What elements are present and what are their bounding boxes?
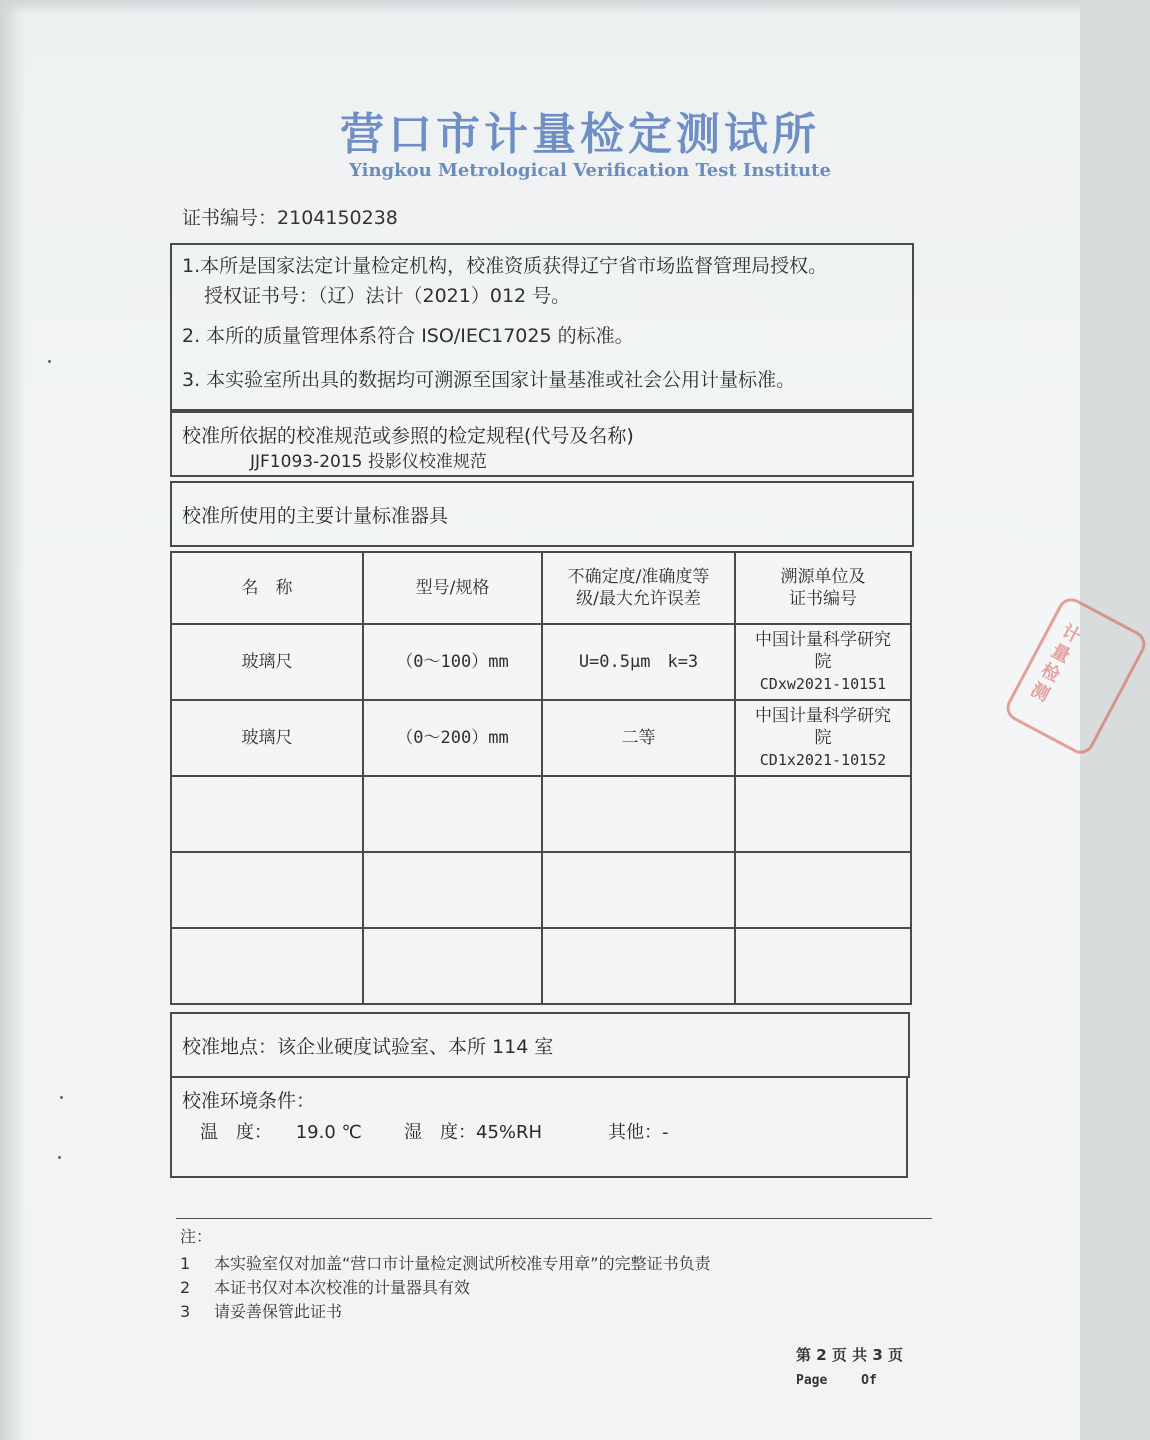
note-item [180,1275,711,1299]
environment-conditions [170,1076,908,1178]
humidity-label: 湿 度： [404,1122,476,1143]
standards-heading: 校准所使用的主要计量标准器具 [182,505,449,527]
seal-text: 计量检测 [1027,620,1084,707]
row1-model: （0～100）mm [363,624,542,700]
page-indicator-en: Page Of [796,1373,877,1388]
page-edge-shadow [0,0,26,1440]
scan-speck [48,360,51,363]
col-uncertainty [542,552,735,624]
empty-cell [363,852,542,928]
col-trace-line1: 溯源单位及 [780,567,866,587]
empty-cell [171,852,363,928]
row2-org-line2: 院 [814,728,832,748]
certificate-number-label: 证书编号： [182,207,278,229]
note-number: 3 [180,1302,191,1321]
empty-cell [542,852,735,928]
note-text: 请妥善保管此证书 [214,1302,343,1321]
col-model: 型号/规格 [363,552,542,624]
empty-cell [735,776,911,852]
seal-stamp [1002,593,1150,758]
row2-uncertainty: 二等 [542,700,735,776]
other-conditions [608,1118,669,1144]
note-number: 1 [180,1254,191,1273]
intro-statements [170,243,914,413]
notes-divider [176,1218,932,1219]
certificate-number-value: 2104150238 [277,207,398,229]
certificate-number [182,203,398,230]
empty-cell [735,928,911,1004]
institute-title: 营口市计量检定测试所 [340,109,820,160]
table-row-empty [171,928,911,1004]
temperature-value: 19.0 ℃ [295,1122,362,1143]
standards-heading-box [170,481,914,547]
calibration-location-text: 校准地点：该企业硬度试验室、本所 114 室 [182,1036,554,1058]
row2-cert: CD1x2021-10152 [759,751,887,769]
note-item [180,1299,711,1323]
col-trace-line2: 证书编号 [789,589,857,609]
table-row-empty [171,852,911,928]
row2-traceability [735,700,911,776]
temperature-label: 温 度： [200,1122,272,1143]
page-top-edge [0,0,1080,14]
environment-heading: 校准环境条件： [182,1090,316,1112]
row1-name: 玻璃尺 [171,624,363,700]
note-text: 本证书仅对本次校准的计量器具有效 [214,1278,471,1297]
humidity-value: 45%RH [476,1122,543,1143]
col-traceability [735,552,911,624]
table-header-row [171,552,911,624]
row1-cert: CDxw2021-10151 [759,675,887,693]
other-value: - [662,1122,669,1143]
statement-2: 2. 本所的质量管理体系符合 ISO/IEC17025 的标准。 [182,325,634,347]
row1-uncertainty: U=0.5μm k=3 [542,624,735,700]
scan-speck [58,1156,61,1159]
other-label: 其他： [608,1122,662,1143]
standards-table [170,551,912,1005]
statement-3: 3. 本实验室所出具的数据均可溯源至国家计量基准或社会公用计量标准。 [182,369,796,391]
calibration-basis-heading: 校准所依据的校准规范或参照的检定规程(代号及名称) [182,425,634,447]
temperature [200,1118,362,1144]
notes-title: 注： [180,1227,213,1246]
note-number: 2 [180,1278,191,1297]
calibration-basis-spec: JJF1093-2015 投影仪校准规范 [250,452,487,472]
table-row [171,624,911,700]
empty-cell [363,928,542,1004]
col-uncertainty-line1: 不确定度/准确度等 [567,567,710,587]
empty-cell [171,928,363,1004]
row2-name: 玻璃尺 [171,700,363,776]
row1-org-line2: 院 [814,652,832,672]
humidity [404,1118,542,1144]
table-row [171,700,911,776]
table-row-empty [171,776,911,852]
notes [180,1224,711,1323]
col-uncertainty-line2: 级/最大允许误差 [576,589,701,609]
row1-traceability [735,624,911,700]
calibration-location [170,1012,910,1078]
note-text: 本实验室仅对加盖“营口市计量检定测试所校准专用章”的完整证书负责 [214,1254,711,1273]
note-item [180,1251,711,1275]
calibration-basis [170,409,914,477]
institute-subtitle: Yingkou Metrological Verification Test Institute [349,160,831,181]
row2-org-line1: 中国计量科学研究 [755,706,891,726]
empty-cell [363,776,542,852]
row2-model: （0～200）mm [363,700,542,776]
statement-1: 1.本所是国家法定计量检定机构，校准资质获得辽宁省市场监督管理局授权。 [182,255,828,277]
page-indicator [796,1344,903,1388]
row1-org-line1: 中国计量科学研究 [755,630,891,650]
statement-1-license: 授权证书号：（辽）法计（2021）012 号。 [204,285,571,307]
empty-cell [542,776,735,852]
page-indicator-cn: 第 2 页 共 3 页 [796,1346,903,1364]
empty-cell [542,928,735,1004]
col-name: 名 称 [171,552,363,624]
scan-speck [60,1096,63,1099]
empty-cell [171,776,363,852]
empty-cell [735,852,911,928]
